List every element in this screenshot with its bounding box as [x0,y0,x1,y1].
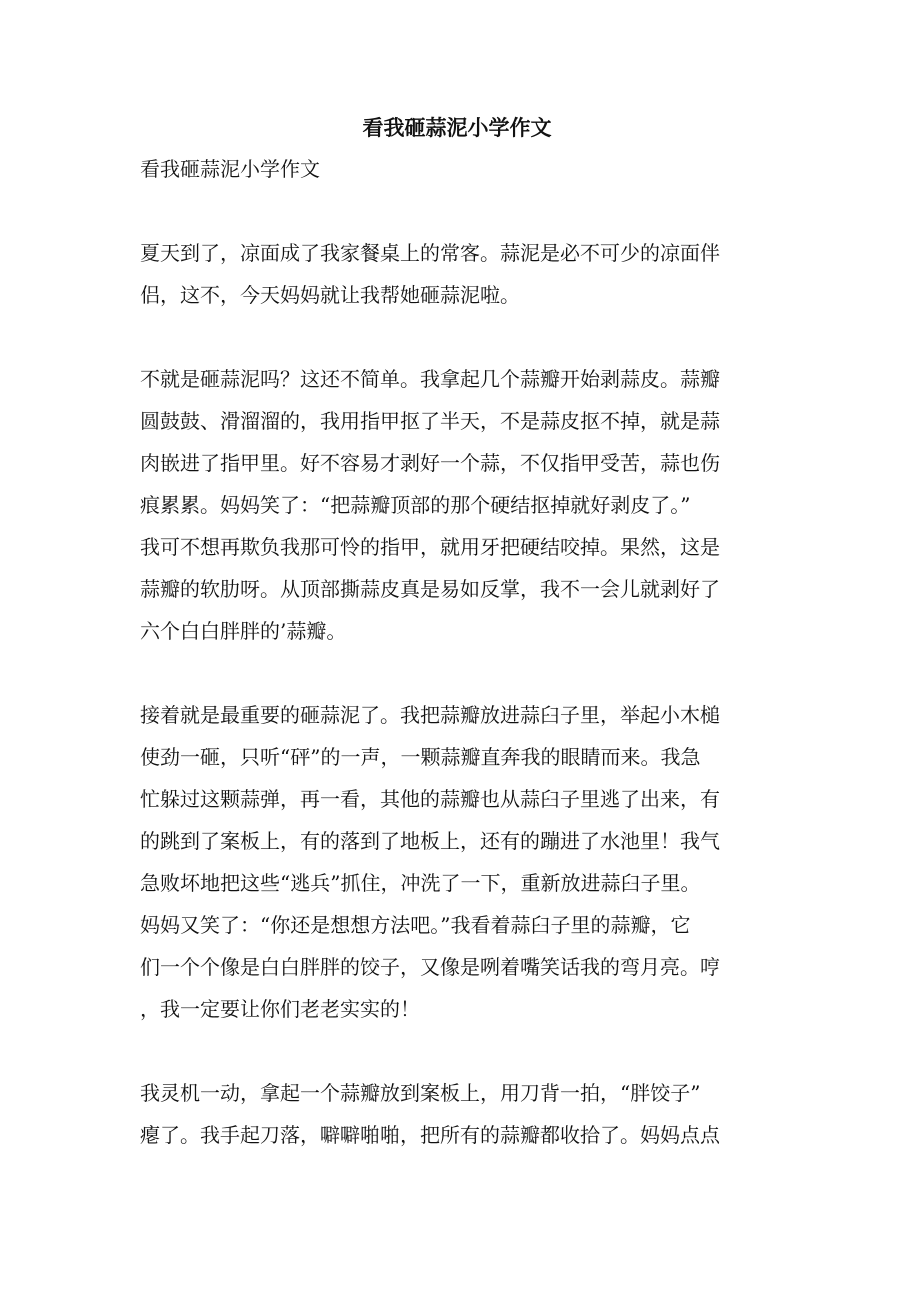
paragraph-gap [140,1030,774,1072]
text-line: 我可不想再欺负我那可怜的指甲，就用牙把硬结咬掉。果然，这是 [140,535,720,559]
text-line: 我灵机一动，拿起一个蒜瓣放到案板上，用刀背一拍，“胖饺子” [140,1081,701,1105]
document-title: 看我砸蒜泥小学作文 [362,115,552,140]
text-line: 夏天到了，凉面成了我家餐桌上的常客。蒜泥是必不可少的凉面伴 [140,241,720,265]
text-line: 不就是砸蒜泥吗？这还不简单。我拿起几个蒜瓣开始剥蒜皮。蒜瓣 [140,367,720,391]
text-line: 妈妈又笑了：“你还是想想方法吧。”我看着蒜臼子里的蒜瓣，它 [140,913,691,937]
paragraph-2 [140,358,774,652]
text-line: 痕累累。妈妈笑了：“把蒜瓣顶部的那个硬结抠掉就好剥皮了。” [140,493,691,517]
paragraph-1 [140,232,774,316]
paragraph-4 [140,1072,774,1156]
document-page [140,108,774,1156]
text-line: ，我一定要让你们老老实实的！ [140,997,420,1021]
text-line: 肉嵌进了指甲里。好不容易才剥好一个蒜，不仅指甲受苦，蒜也伤 [140,451,720,475]
paragraph-3 [140,694,774,1030]
text-line: 蒜瓣的软肋呀。从顶部撕蒜皮真是易如反掌，我不一会儿就剥好了 [140,577,720,601]
paragraph-gap [140,316,774,358]
paragraph-gap [140,652,774,694]
document-subtitle: 看我砸蒜泥小学作文 [140,157,320,181]
text-line: 使劲一砸，只听“砰”的一声，一颗蒜瓣直奔我的眼睛而来。我急 [140,745,701,769]
text-line: 六个白白胖胖的’蒜瓣。 [140,619,347,643]
text-line: 忙躲过这颗蒜弹，再一看，其他的蒜瓣也从蒜臼子里逃了出来，有 [140,787,720,811]
text-line: 们一个个像是白白胖胖的饺子，又像是咧着嘴笑话我的弯月亮。哼 [140,955,720,979]
text-line: 圆鼓鼓、滑溜溜的，我用指甲抠了半天，不是蒜皮抠不掉，就是蒜 [140,409,720,433]
text-line: 急败坏地把这些“逃兵”抓住，冲洗了一下，重新放进蒜臼子里。 [140,871,701,895]
text-line: 侣，这不，今天妈妈就让我帮她砸蒜泥啦。 [140,283,520,307]
text-line: 瘪了。我手起刀落，噼噼啪啪，把所有的蒜瓣都收拾了。妈妈点点 [140,1123,720,1147]
text-line: 接着就是最重要的砸蒜泥了。我把蒜瓣放进蒜臼子里，举起小木槌 [140,703,720,727]
text-line: 的跳到了案板上，有的落到了地板上，还有的蹦进了水池里！我气 [140,829,720,853]
paragraph-gap [140,190,774,232]
